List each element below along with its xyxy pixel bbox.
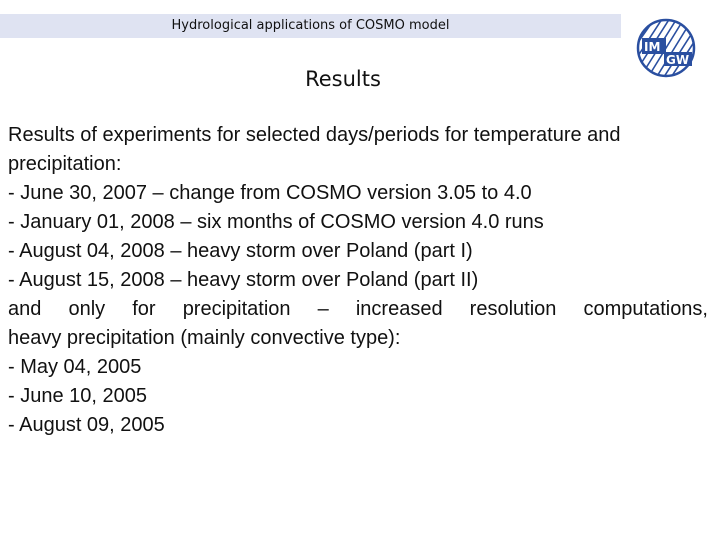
list-item: - August 15, 2008 – heavy storm over Poland (part II)	[8, 269, 479, 291]
header-bar	[0, 14, 621, 38]
second-paragraph-line2: heavy precipitation (mainly convective type):	[8, 327, 401, 349]
slide-body	[8, 121, 708, 440]
second-paragraph-line1: and only for precipitation – increased resolution computations,	[8, 298, 708, 320]
list-item: - June 30, 2007 – change from COSMO version 3.05 to 4.0	[8, 182, 532, 204]
logo-letters-im: IM	[644, 40, 661, 54]
slide-title: Results	[305, 67, 381, 91]
list-item: - August 09, 2005	[8, 414, 165, 436]
list-item: - August 04, 2008 – heavy storm over Poland (part I)	[8, 240, 473, 262]
header-title: Hydrological applications of COSMO model	[171, 18, 450, 33]
list-item: - June 10, 2005	[8, 385, 147, 407]
list-item: - May 04, 2005	[8, 356, 142, 378]
logo-letters-gw: GW	[666, 53, 690, 67]
intro-paragraph: Results of experiments for selected days/periods for temperature and precipitation:	[8, 124, 621, 175]
list-item: - January 01, 2008 – six months of COSMO version 4.0 runs	[8, 211, 544, 233]
